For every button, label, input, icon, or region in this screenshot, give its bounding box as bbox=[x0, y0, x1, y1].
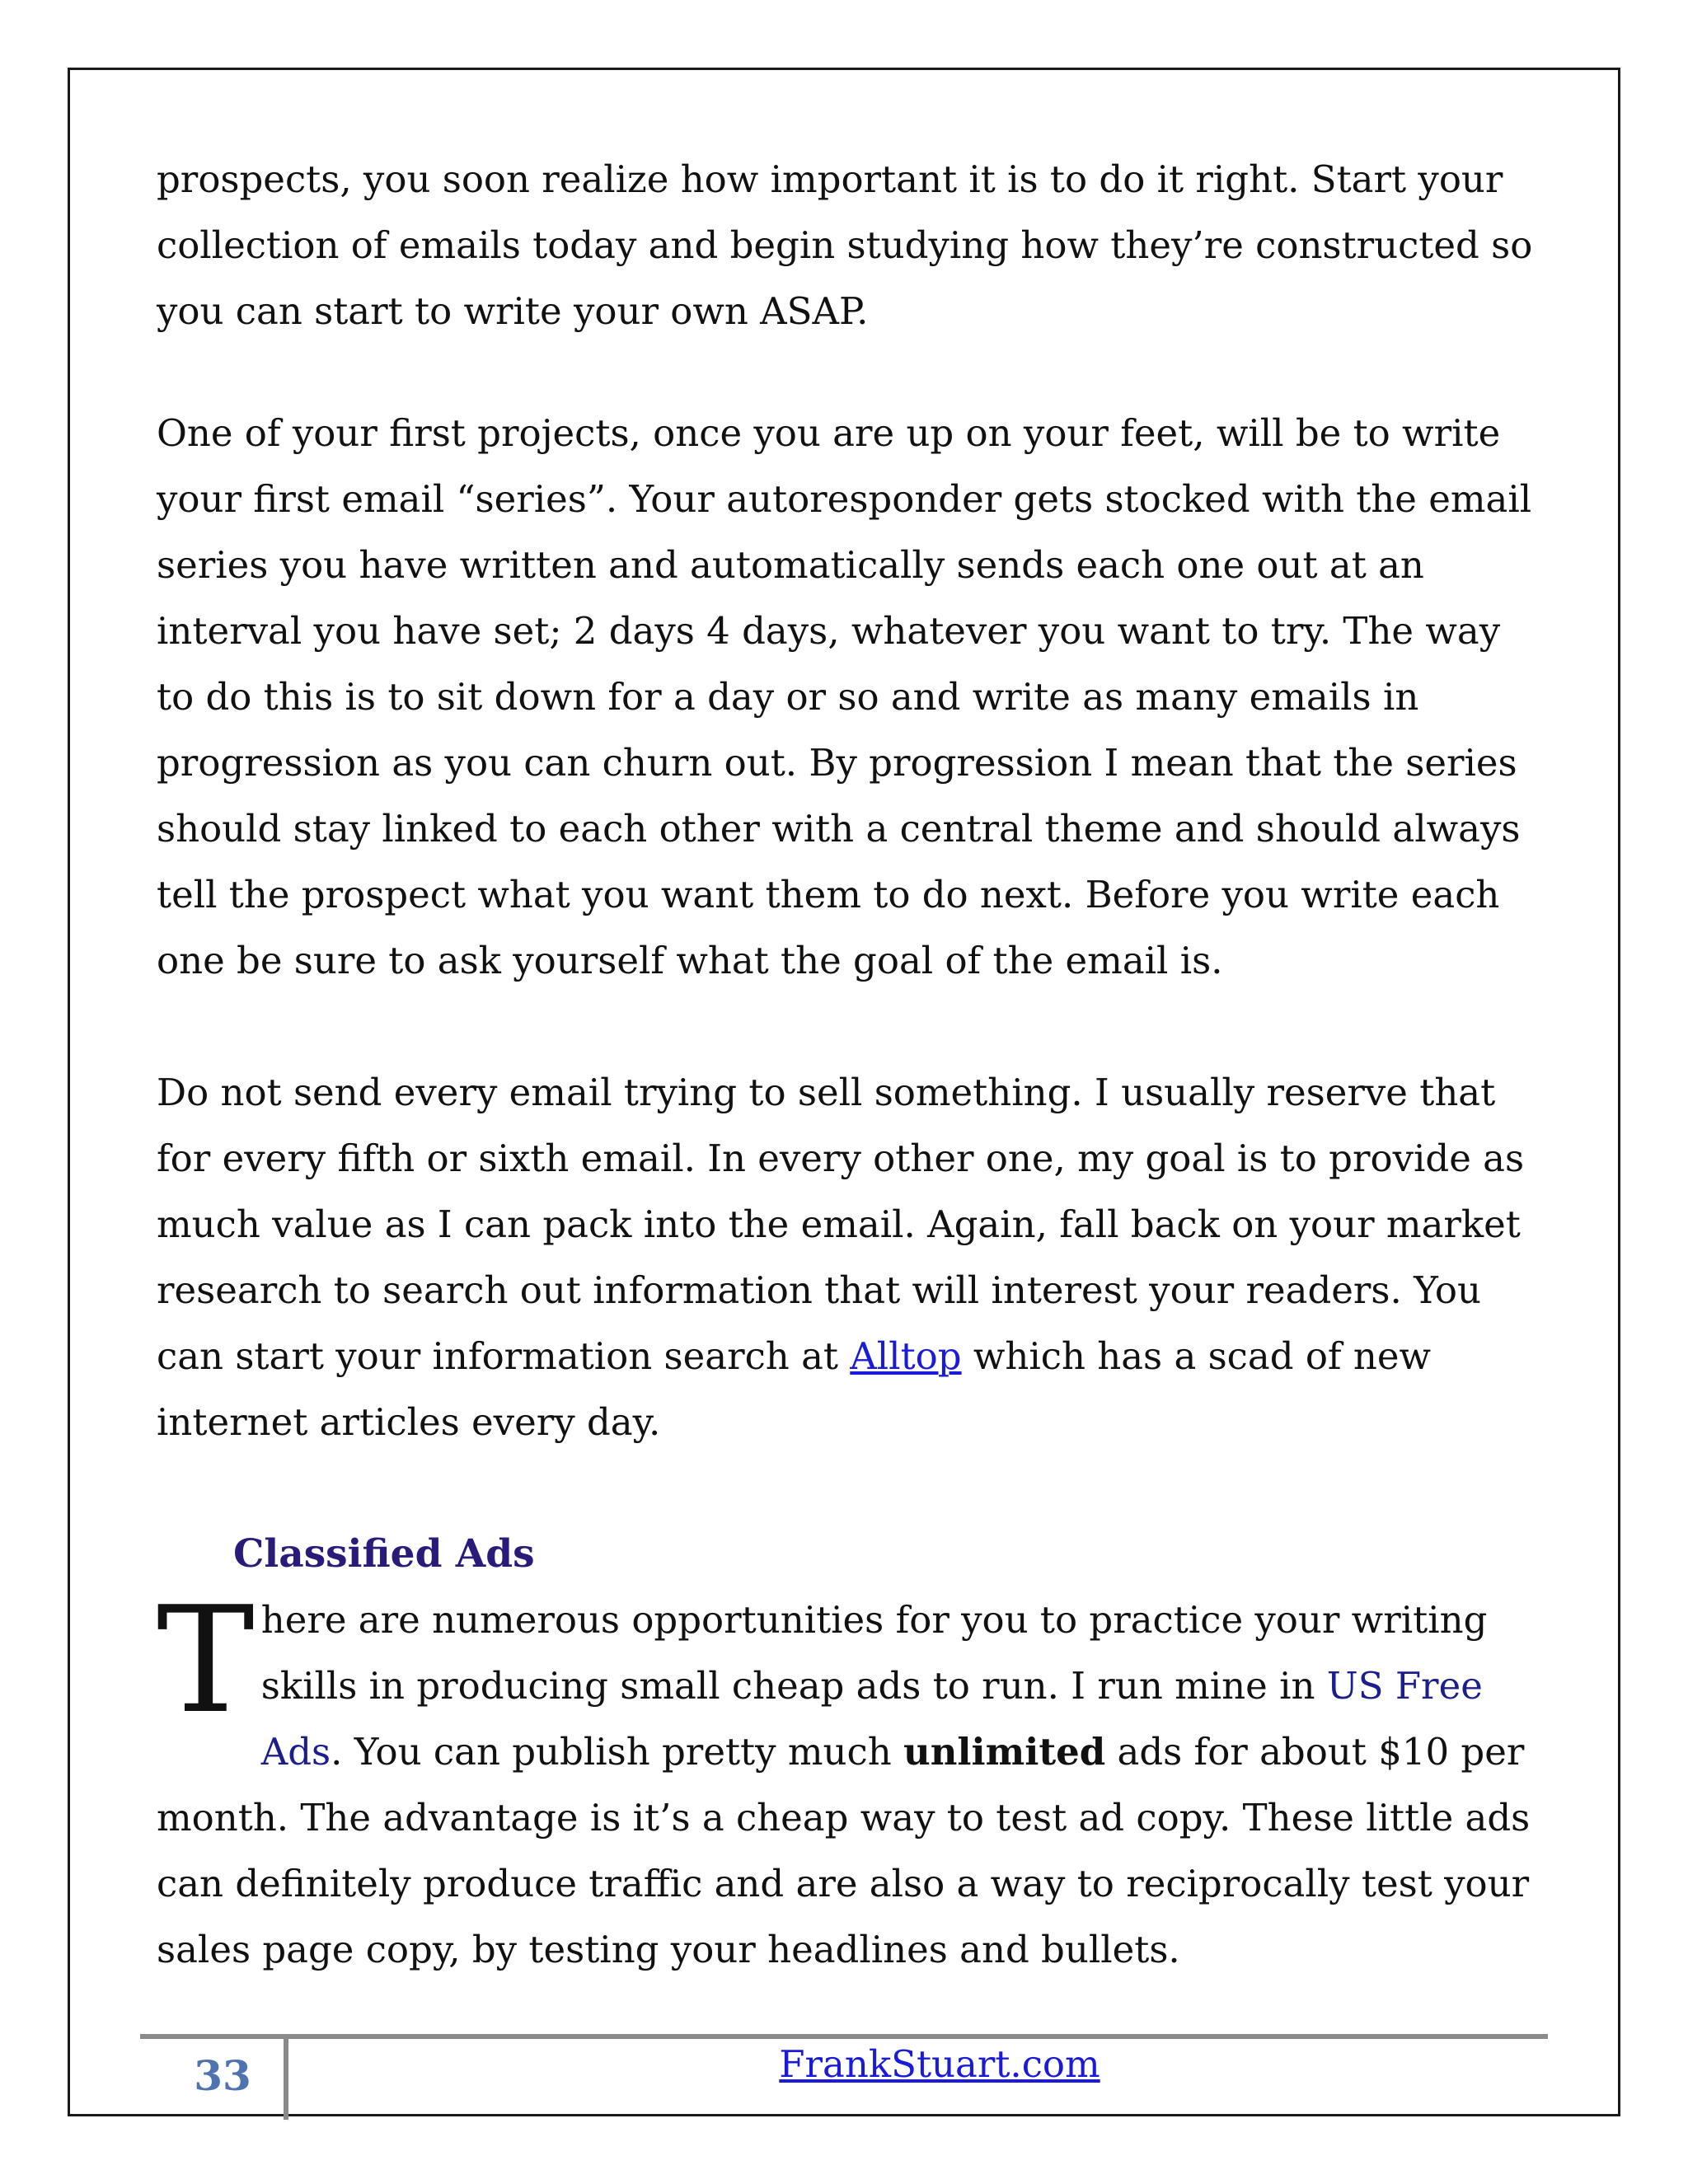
footer-divider bbox=[284, 2039, 288, 2120]
drop-cap: T bbox=[157, 1575, 255, 1746]
alltop-link[interactable]: Alltop bbox=[850, 1334, 962, 1378]
paragraph-2: One of your first projects, once you are up on your feet, will be to write your first email “series”. Your autoresponder gets stocked with the email series you have written and automatically sends each one out at an interval you have set; 2 days 4 days, whatever you want to try. The way to do this is to sit down for a day or so and write as many emails in progression as you can churn out. By progression I mean that the series should stay linked to each other with a central theme and should always tell the prospect what you want them to do next. Before you write each one be sure to ask yourself what the goal of the email is. bbox=[157, 411, 1532, 982]
paragraph-4 bbox=[157, 1575, 1541, 1983]
page-number: 33 bbox=[194, 2051, 251, 2100]
footer-site-link[interactable]: FrankStuart.com bbox=[779, 2042, 1100, 2086]
paragraph-4-text-3: ads for about $10 per month. The advantage is it’s a cheap way to test ad copy. These little ads can definitely produce traffic and are also a way to reciprocally test your sales page copy, by testing your headlines and bullets. bbox=[157, 1730, 1531, 1971]
paragraph-3 bbox=[157, 1060, 1541, 1455]
page-content bbox=[157, 147, 1541, 1983]
paragraph-1: prospects, you soon realize how important it is to do it right. Start your collection of emails today and begin studying how they’re constructed so you can start to write your own ASAP. bbox=[157, 157, 1533, 333]
paragraph-4-text-2: . You can publish pretty much bbox=[331, 1730, 903, 1774]
unlimited-bold: unlimited bbox=[903, 1730, 1106, 1774]
paragraph-3-text-before: Do not send every email trying to sell something. I usually reserve that for every fifth or sixth email. In every other one, my goal is to provide as much value as I can pack into the email. Again, fall back on your market research to search out information that will interest your readers. You can start your information search at bbox=[157, 1071, 1525, 1378]
paragraph-4-text-1: here are numerous opportunities for you to practice your writing skills in producing small cheap ads to run. I run mine in bbox=[260, 1598, 1488, 1708]
us-free-ads-link[interactable]: US Free Ads bbox=[260, 1664, 1483, 1774]
section-heading: Classified Ads bbox=[233, 1531, 535, 1577]
paragraph-3-text-after: which has a scad of new internet articles every day. bbox=[157, 1334, 1432, 1444]
